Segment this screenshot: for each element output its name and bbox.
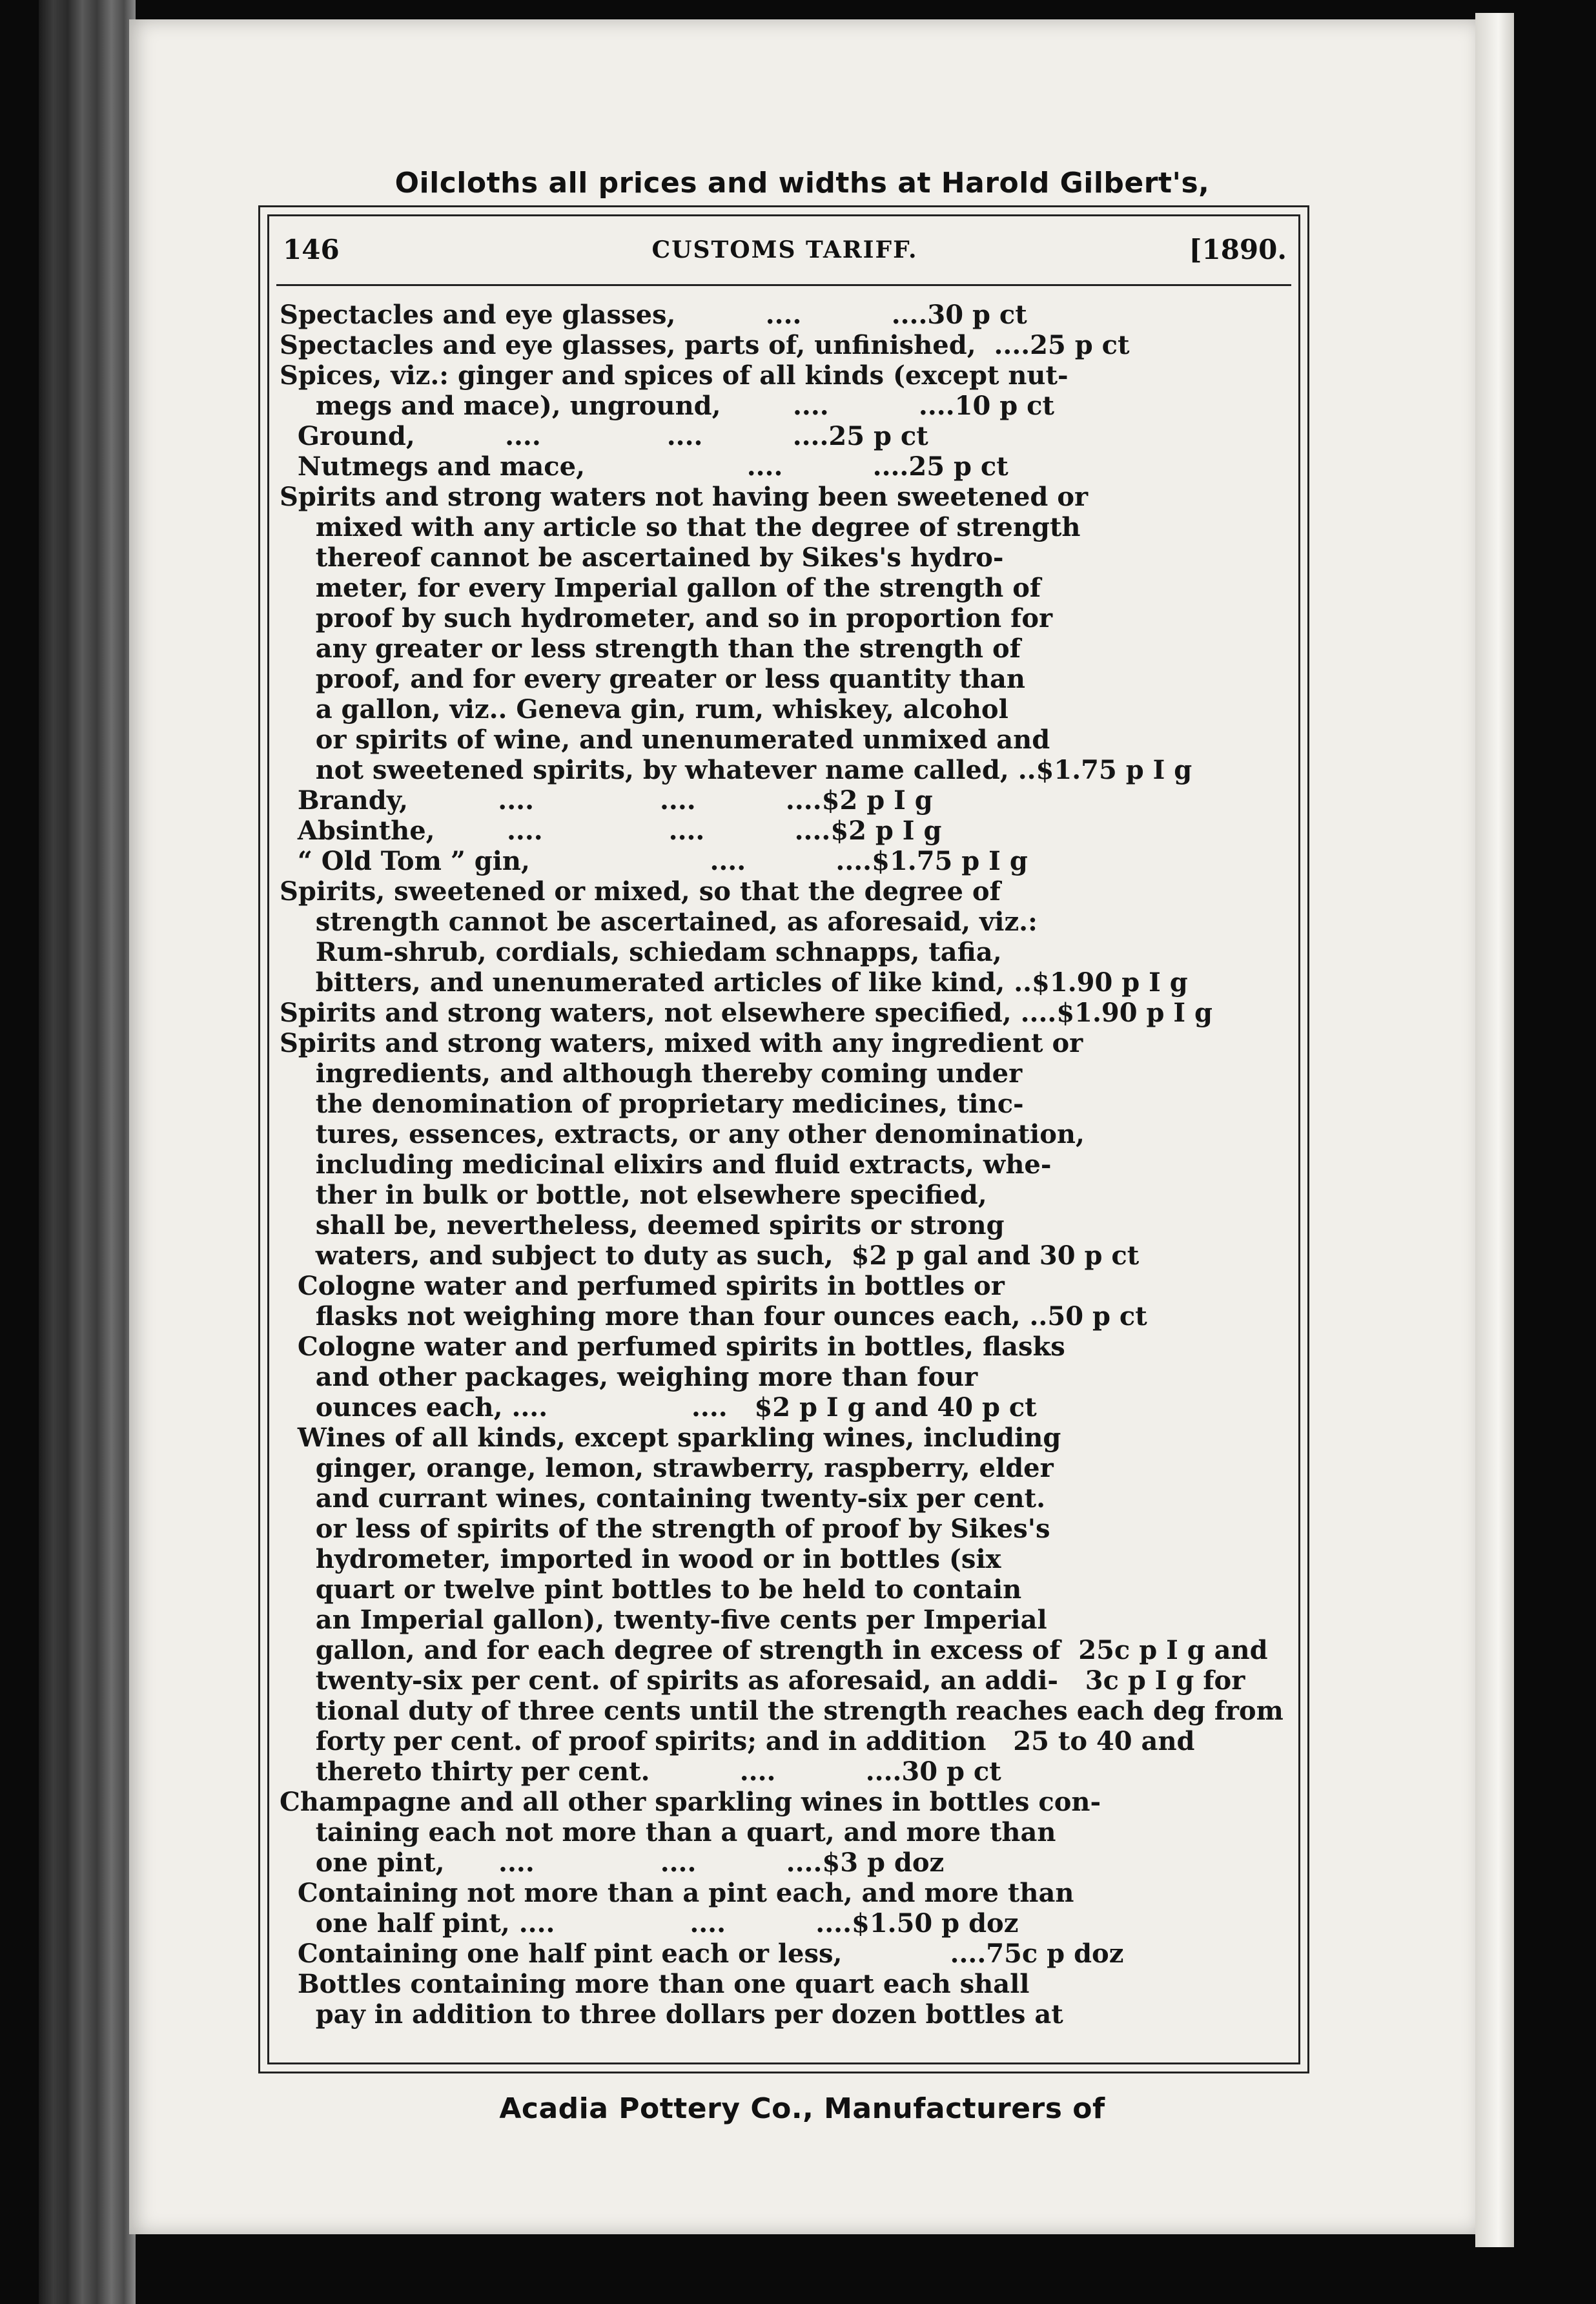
running-head <box>283 234 1287 273</box>
tariff-line: and currant wines, containing twenty-six per cent. <box>280 1483 1046 1514</box>
tariff-line: Spectacles and eye glasses, .... ....30 p ct <box>280 300 1027 330</box>
page-edge <box>1475 13 1514 2247</box>
bottom-advertisement: Acadia Pottery Co., Manufacturers of <box>499 2092 1105 2125</box>
tariff-line: Rum-shrub, cordials, schiedam schnapps, tafia, <box>280 937 1002 967</box>
page-number: 146 <box>283 234 340 265</box>
tariff-line: tional duty of three cents until the strength reaches each deg from <box>280 1696 1284 1726</box>
tariff-line: bitters, and unenumerated articles of like kind, ..$1.90 p I g <box>280 967 1188 998</box>
tariff-line: or spirits of wine, and unenumerated unmixed and <box>280 725 1050 755</box>
tariff-line: Nutmegs and mace, .... ....25 p ct <box>280 451 1008 482</box>
tariff-line: thereof cannot be ascertained by Sikes's hydro- <box>280 542 1004 573</box>
tariff-line: Champagne and all other sparkling wines in bottles con- <box>280 1787 1101 1817</box>
tariff-line: tures, essences, extracts, or any other denomination, <box>280 1119 1085 1149</box>
tariff-line: twenty-six per cent. of spirits as aforesaid, an addi- 3c p I g for <box>280 1665 1245 1696</box>
tariff-line: ingredients, and although thereby coming under <box>280 1058 1023 1089</box>
tariff-line: one half pint, .... .... ....$1.50 p doz <box>280 1908 1019 1939</box>
tariff-line: Brandy, .... .... ....$2 p I g <box>280 785 933 816</box>
tariff-line: hydrometer, imported in wood or in bottles (six <box>280 1544 1001 1574</box>
tariff-line: Bottles containing more than one quart each shall <box>280 1969 1030 1999</box>
tariff-line: megs and mace), unground, .... ....10 p ct <box>280 391 1054 421</box>
tariff-line: shall be, nevertheless, deemed spirits or strong <box>280 1210 1005 1240</box>
top-advertisement: Oilcloths all prices and widths at Harold Gilbert's, <box>394 167 1210 200</box>
tariff-line: flasks not weighing more than four ounces each, ..50 p ct <box>280 1301 1147 1332</box>
tariff-line: mixed with any article so that the degree of strength <box>280 512 1081 542</box>
tariff-line: a gallon, viz.. Geneva gin, rum, whiskey, alcohol <box>280 694 1008 725</box>
tariff-line: not sweetened spirits, by whatever name called, ..$1.75 p I g <box>280 755 1192 785</box>
tariff-line: and other packages, weighing more than four <box>280 1362 978 1392</box>
tariff-line: “ Old Tom ” gin, .... ....$1.75 p I g <box>280 846 1028 876</box>
tariff-line: one pint, .... .... ....$3 p doz <box>280 1847 945 1878</box>
tariff-line: proof, and for every greater or less quantity than <box>280 664 1025 694</box>
page-title: CUSTOMS TARIFF. <box>651 236 918 263</box>
year-label: [1890. <box>1189 234 1287 265</box>
tariff-line: waters, and subject to duty as such, $2 p gal and 30 p ct <box>280 1240 1140 1271</box>
tariff-line: forty per cent. of proof spirits; and in addition 25 to 40 and <box>280 1726 1195 1756</box>
book-binding <box>39 0 136 2304</box>
tariff-line: the denomination of proprietary medicines, tinc- <box>280 1089 1024 1119</box>
tariff-line: Spirits and strong waters, not elsewhere specified, ....$1.90 p I g <box>280 998 1212 1028</box>
tariff-line: Containing one half pint each or less, ....75c p doz <box>280 1939 1124 1969</box>
tariff-line: Cologne water and perfumed spirits in bottles, flasks <box>280 1332 1065 1362</box>
tariff-line: including medicinal elixirs and fluid extracts, whe- <box>280 1149 1052 1180</box>
tariff-line: strength cannot be ascertained, as aforesaid, viz.: <box>280 907 1038 937</box>
tariff-line: Absinthe, .... .... ....$2 p I g <box>280 816 942 846</box>
tariff-line: taining each not more than a quart, and more than <box>280 1817 1056 1847</box>
tariff-line: Spirits and strong waters, mixed with any ingredient or <box>280 1028 1083 1058</box>
tariff-line: Spices, viz.: ginger and spices of all kinds (except nut- <box>280 360 1069 391</box>
tariff-line: quart or twelve pint bottles to be held to contain <box>280 1574 1022 1605</box>
tariff-line: Cologne water and perfumed spirits in bottles or <box>280 1271 1005 1301</box>
tariff-line: ginger, orange, lemon, strawberry, raspberry, elder <box>280 1453 1054 1483</box>
tariff-line: pay in addition to three dollars per dozen bottles at <box>280 1999 1063 2030</box>
tariff-line: Spirits, sweetened or mixed, so that the degree of <box>280 876 1001 907</box>
tariff-line: Spectacles and eye glasses, parts of, unfinished, ....25 p ct <box>280 330 1130 360</box>
tariff-line: Wines of all kinds, except sparkling wines, including <box>280 1423 1061 1453</box>
tariff-line: Ground, .... .... ....25 p ct <box>280 421 928 451</box>
header-rule <box>276 284 1291 286</box>
tariff-line: or less of spirits of the strength of proof by Sikes's <box>280 1514 1050 1544</box>
tariff-line: meter, for every Imperial gallon of the strength of <box>280 573 1041 603</box>
tariff-line: Spirits and strong waters not having been sweetened or <box>280 482 1089 512</box>
tariff-line: ounces each, .... .... $2 p I g and 40 p ct <box>280 1392 1037 1423</box>
tariff-line: gallon, and for each degree of strength in excess of 25c p I g and <box>280 1635 1268 1665</box>
tariff-line: thereto thirty per cent. .... ....30 p ct <box>280 1756 1001 1787</box>
tariff-line: an Imperial gallon), twenty-five cents per Imperial <box>280 1605 1047 1635</box>
tariff-line: ther in bulk or bottle, not elsewhere specified, <box>280 1180 987 1210</box>
tariff-line: Containing not more than a pint each, and more than <box>280 1878 1074 1908</box>
tariff-line: any greater or less strength than the strength of <box>280 633 1021 664</box>
tariff-line: proof by such hydrometer, and so in proportion for <box>280 603 1053 633</box>
